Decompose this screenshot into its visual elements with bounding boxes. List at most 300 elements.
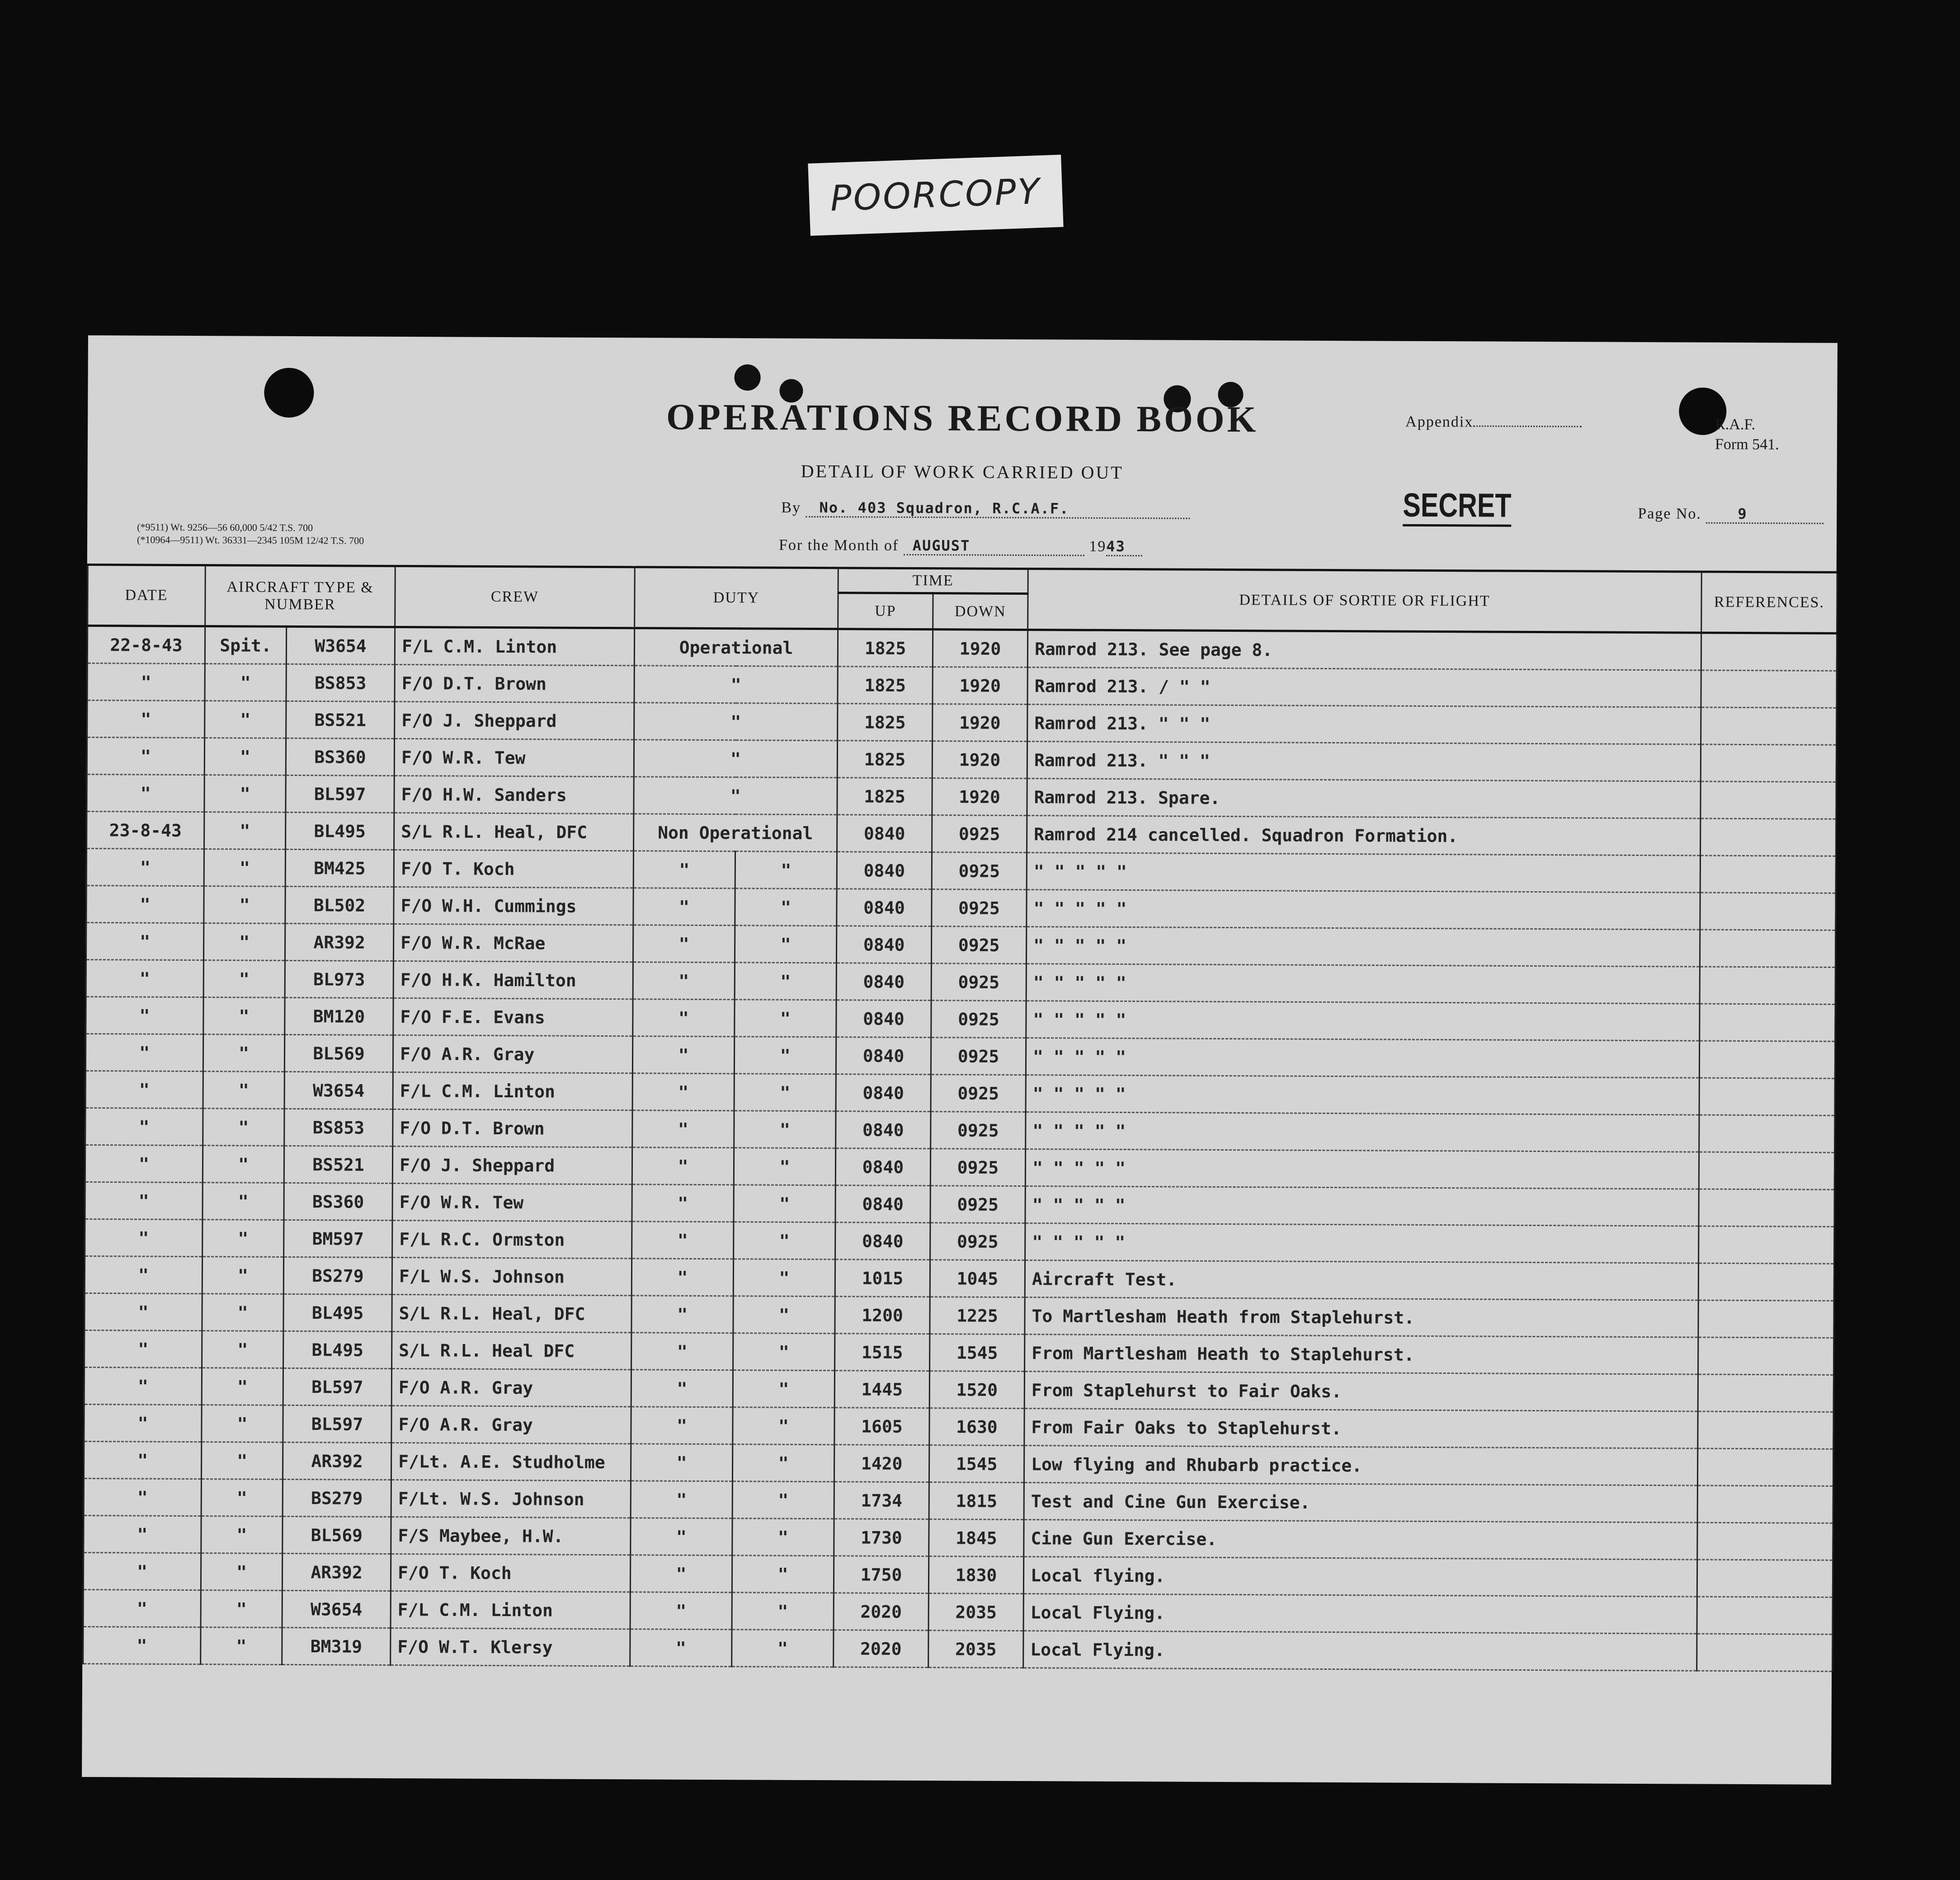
cell-details: " " " " " <box>1026 964 1700 1004</box>
page-title: OPERATIONS RECORD BOOK <box>666 396 1259 440</box>
cell-duty: " <box>632 1073 734 1111</box>
cell-details: Ramrod 213. " " " <box>1027 705 1701 745</box>
cell-crew: S/L R.L. Heal DFC <box>392 1331 631 1369</box>
cell-duty: " <box>633 962 735 1000</box>
cell-aircraft-type: " <box>203 997 285 1035</box>
cell-aircraft-number: BS360 <box>284 1183 392 1220</box>
cell-date: " <box>86 996 203 1034</box>
cell-crew: S/L R.L. Heal, DFC <box>392 1294 631 1332</box>
cell-references <box>1697 1634 1833 1671</box>
column-details: DETAILS OF SORTIE OR FLIGHT <box>1028 569 1702 633</box>
cell-details: Low flying and Rhubarb practice. <box>1024 1446 1697 1486</box>
cell-time-up: 1750 <box>834 1556 928 1593</box>
cell-duty: " <box>631 1296 733 1333</box>
cell-duty: " <box>631 1518 732 1556</box>
cell-time-down: 1520 <box>929 1371 1024 1409</box>
cell-time-up: 1825 <box>838 704 933 741</box>
cell-aircraft-number: W3654 <box>282 1590 391 1628</box>
print-code-line-2: (*10964—9511) Wt. 36331—2345 105M 12/42 T.S. 700 <box>137 534 364 546</box>
cell-time-up: 0840 <box>835 1222 930 1260</box>
cell-date: " <box>86 959 203 997</box>
cell-duty-ditto: " <box>733 1259 835 1297</box>
form-line-2: Form 541. <box>1715 436 1779 453</box>
cell-duty-ditto: " <box>732 1481 834 1519</box>
cell-time-up: 0840 <box>836 1037 931 1075</box>
cell-time-up: 1730 <box>834 1519 929 1556</box>
cell-aircraft-number: BS360 <box>286 738 394 776</box>
cell-crew: F/L R.C. Ormston <box>392 1220 632 1258</box>
page-value: 9 <box>1706 505 1823 524</box>
column-aircraft: AIRCRAFT TYPE & NUMBER <box>205 565 396 627</box>
cell-crew: F/O W.H. Cummings <box>394 887 633 925</box>
cell-aircraft-type: " <box>203 960 285 998</box>
cell-crew: F/O H.K. Hamilton <box>393 961 633 999</box>
cell-details: " " " " " <box>1026 1038 1699 1078</box>
cell-duty: " <box>631 1444 732 1481</box>
cell-date: " <box>85 1145 203 1182</box>
cell-details: Local Flying. <box>1023 1631 1697 1671</box>
cell-references <box>1698 1411 1833 1449</box>
cell-aircraft-number: BL973 <box>285 960 393 998</box>
cell-time-down: 1845 <box>929 1519 1024 1557</box>
month-value: AUGUST <box>904 537 1084 556</box>
poor-copy-text: POORCOPY <box>829 171 1042 220</box>
cell-aircraft-number: BM120 <box>285 997 393 1035</box>
cell-duty: " <box>631 1407 733 1444</box>
print-code <box>137 521 364 547</box>
page-label: Page No. <box>1638 505 1702 522</box>
cell-date: " <box>83 1552 201 1590</box>
cell-date: " <box>85 1330 202 1368</box>
cell-details: " " " " " <box>1026 1112 1699 1152</box>
cell-references <box>1698 1337 1834 1375</box>
cell-references <box>1699 1189 1834 1227</box>
cell-duty: " <box>633 999 735 1037</box>
cell-aircraft-number: BS279 <box>283 1257 392 1294</box>
cell-time-down: 1545 <box>929 1445 1024 1483</box>
cell-aircraft-type: " <box>202 1331 283 1368</box>
cell-time-down: 0925 <box>930 1223 1025 1260</box>
cell-duty-ditto: " <box>735 963 836 1000</box>
cell-date: " <box>86 885 204 923</box>
cell-aircraft-type: " <box>201 1516 283 1554</box>
cell-time-down: 1920 <box>933 704 1027 742</box>
cell-time-up: 1015 <box>835 1260 930 1297</box>
ink-spot <box>734 364 760 390</box>
by-label: By <box>781 499 801 516</box>
cell-references <box>1701 670 1837 708</box>
cell-duty-ditto: " <box>733 1296 835 1334</box>
cell-time-down: 0925 <box>932 889 1027 927</box>
cell-crew: F/O T. Koch <box>391 1554 630 1592</box>
cell-crew: F/O W.R. Tew <box>394 738 634 776</box>
cell-time-up: 1825 <box>838 629 933 667</box>
cell-date: " <box>84 1367 202 1405</box>
cell-aircraft-type: " <box>202 1368 283 1405</box>
cell-aircraft-number: BL597 <box>283 1368 391 1405</box>
cell-aircraft-number: BS521 <box>284 1146 392 1183</box>
column-references: REFERENCES. <box>1701 572 1838 633</box>
cell-duty: " <box>634 666 838 704</box>
by-value: No. 403 Squadron, R.C.A.F. <box>806 499 1190 519</box>
cell-aircraft-type: Spit. <box>205 626 286 664</box>
cell-time-down: 1225 <box>930 1297 1025 1335</box>
cell-crew: F/O D.T. Brown <box>395 664 634 702</box>
cell-time-up: 1445 <box>834 1371 929 1408</box>
cell-aircraft-number: W3654 <box>284 1072 393 1109</box>
cell-date: " <box>85 1108 203 1145</box>
cell-details: Ramrod 213. Spare. <box>1027 779 1701 819</box>
cell-aircraft-number: BM319 <box>282 1627 391 1665</box>
cell-aircraft-number: BS853 <box>284 1109 393 1146</box>
cell-duty: " <box>632 1036 734 1074</box>
cell-date: " <box>85 1256 202 1293</box>
cell-duty-ditto: " <box>732 1556 834 1593</box>
cell-references <box>1697 1485 1833 1523</box>
cell-references <box>1700 930 1835 967</box>
cell-date: " <box>85 1182 203 1219</box>
cell-time-down: 0925 <box>931 1112 1026 1149</box>
cell-aircraft-number: BM597 <box>284 1220 392 1257</box>
page-subtitle: DETAIL OF WORK CARRIED OUT <box>801 461 1124 483</box>
cell-crew: F/O W.T. Klersy <box>391 1628 630 1666</box>
cell-date: 23-8-43 <box>87 811 204 849</box>
column-date: DATE <box>88 565 206 626</box>
secret-stamp: SECRET <box>1403 486 1512 527</box>
cell-duty: " <box>631 1259 733 1296</box>
column-crew: CREW <box>395 566 635 628</box>
cell-aircraft-number: BS853 <box>286 664 395 701</box>
cell-aircraft-type: " <box>204 775 286 813</box>
cell-time-down: 1815 <box>929 1482 1024 1520</box>
appendix-field <box>1405 414 1582 432</box>
cell-duty: Non Operational <box>634 814 837 852</box>
cell-duty: " <box>630 1629 732 1667</box>
page-number-field <box>1638 505 1823 524</box>
cell-date: " <box>87 700 205 738</box>
column-time: TIME <box>838 568 1028 594</box>
cell-details: " " " " " <box>1027 853 1700 893</box>
cell-duty-ditto: " <box>734 1111 836 1148</box>
cell-time-up: 0840 <box>836 1074 931 1112</box>
cell-aircraft-type: " <box>202 1294 283 1331</box>
cell-date: " <box>84 1441 201 1479</box>
cell-crew: F/O W.R. McRae <box>393 924 633 962</box>
cell-crew: F/O J. Sheppard <box>395 701 634 739</box>
cell-duty: " <box>633 925 735 963</box>
cell-time-down: 0925 <box>932 852 1027 890</box>
cell-time-down: 0925 <box>930 1186 1025 1223</box>
cell-date: " <box>86 848 204 886</box>
cell-aircraft-number: BL569 <box>284 1034 393 1072</box>
cell-details: Local flying. <box>1023 1557 1697 1597</box>
cell-details: From Staplehurst to Fair Oaks. <box>1024 1372 1698 1412</box>
cell-time-up: 0840 <box>836 963 931 1001</box>
cell-crew: F/O T. Koch <box>394 850 633 888</box>
cell-aircraft-number: W3654 <box>286 626 395 664</box>
cell-details: " " " " " <box>1025 1223 1699 1264</box>
cell-duty-ditto: " <box>734 1037 836 1074</box>
cell-references <box>1699 1041 1835 1078</box>
cell-aircraft-type: " <box>201 1553 282 1591</box>
cell-time-down: 1920 <box>933 630 1027 667</box>
cell-time-up: 1605 <box>834 1408 929 1445</box>
cell-aircraft-number: BL495 <box>283 1331 392 1368</box>
cell-time-down: 2035 <box>928 1593 1023 1631</box>
cell-details: " " " " " <box>1026 927 1700 967</box>
cell-references <box>1701 633 1837 671</box>
cell-date: " <box>84 1404 202 1442</box>
record-page <box>82 335 1838 1785</box>
cell-aircraft-number: AR392 <box>283 1442 391 1480</box>
cell-aircraft-type: " <box>204 886 285 924</box>
cell-details: Ramrod 214 cancelled. Squadron Formation. <box>1027 816 1701 856</box>
cell-duty: " <box>633 888 735 926</box>
cell-crew: F/O A.R. Gray <box>391 1405 631 1443</box>
cell-crew: F/Lt. W.S. Johnson <box>391 1480 631 1518</box>
operations-table <box>82 564 1838 1672</box>
cell-time-up: 0840 <box>837 852 932 889</box>
cell-duty-ditto: " <box>733 1333 835 1371</box>
appendix-label: Appendix <box>1405 413 1474 431</box>
cell-references <box>1699 1078 1835 1115</box>
cell-date: " <box>84 1478 201 1516</box>
cell-duty: " <box>634 703 838 741</box>
cell-date: " <box>85 1034 203 1071</box>
cell-duty: " <box>632 1222 734 1259</box>
cell-references <box>1697 1560 1833 1597</box>
cell-aircraft-number: BL502 <box>285 886 394 924</box>
cell-aircraft-number: AR392 <box>282 1553 391 1591</box>
cell-references <box>1698 1263 1834 1301</box>
cell-details: From Fair Oaks to Staplehurst. <box>1024 1409 1698 1449</box>
cell-time-up: 0840 <box>835 1148 930 1186</box>
cell-duty-ditto: " <box>735 888 837 926</box>
cell-aircraft-type: " <box>202 1257 283 1294</box>
cell-aircraft-type: " <box>203 1183 284 1220</box>
cell-time-down: 0925 <box>931 1001 1026 1038</box>
cell-crew: F/L C.M. Linton <box>391 1591 630 1629</box>
cell-duty-ditto: " <box>732 1518 834 1556</box>
cell-crew: F/O A.R. Gray <box>393 1035 632 1073</box>
cell-aircraft-number: BL597 <box>286 775 394 813</box>
cell-aircraft-number: BL495 <box>283 1294 392 1331</box>
cell-aircraft-type: " <box>204 738 286 776</box>
cell-aircraft-number: BS521 <box>286 701 395 738</box>
cell-details: From Martlesham Heath to Staplehurst. <box>1025 1335 1698 1375</box>
month-field <box>779 536 1142 557</box>
cell-details: Cine Gun Exercise. <box>1024 1520 1697 1560</box>
form-line-1: R.A.F. <box>1715 416 1756 433</box>
cell-date: " <box>85 1071 203 1108</box>
cell-aircraft-type: " <box>203 1220 284 1257</box>
cell-references <box>1701 781 1836 819</box>
cell-time-down: 0925 <box>932 815 1027 853</box>
cell-duty: " <box>630 1592 732 1630</box>
cell-details: " " " " " <box>1026 1075 1699 1115</box>
cell-duty: " <box>631 1481 732 1518</box>
cell-time-up: 0840 <box>836 926 931 964</box>
cell-time-up: 0840 <box>836 1000 931 1038</box>
cell-duty-ditto: " <box>733 1370 834 1408</box>
cell-details: To Martlesham Heath from Staplehurst. <box>1025 1297 1698 1338</box>
column-up: UP <box>838 593 933 630</box>
cell-time-down: 1630 <box>929 1408 1024 1446</box>
cell-references <box>1698 1300 1834 1338</box>
cell-time-up: 2020 <box>834 1630 928 1668</box>
cell-duty-ditto: " <box>733 1407 834 1445</box>
cell-duty-ditto: " <box>734 1222 835 1260</box>
cell-aircraft-number: BS279 <box>283 1479 391 1517</box>
cell-time-down: 0925 <box>930 1149 1025 1186</box>
form-number <box>1715 415 1779 455</box>
cell-references <box>1698 1374 1833 1412</box>
cell-date: " <box>87 737 204 775</box>
cell-time-up: 1825 <box>837 778 932 815</box>
cell-time-up: 1420 <box>834 1445 929 1482</box>
print-code-line-1: (*9511) Wt. 9256—56 60,000 5/42 T.S. 700 <box>137 521 313 534</box>
cell-crew: F/O H.W. Sanders <box>394 776 634 813</box>
cell-duty: " <box>630 1555 732 1593</box>
cell-date: " <box>86 922 203 960</box>
cell-references <box>1700 1004 1835 1041</box>
cell-date: " <box>85 1293 202 1330</box>
cell-details: Aircraft Test. <box>1025 1260 1698 1301</box>
cell-aircraft-type: " <box>201 1627 282 1665</box>
cell-date: " <box>83 1626 201 1664</box>
cell-aircraft-number: BL597 <box>283 1405 391 1443</box>
column-duty: DUTY <box>635 567 839 629</box>
cell-duty-ditto: " <box>735 851 837 889</box>
cell-aircraft-number: BM425 <box>285 849 394 887</box>
cell-time-down: 1545 <box>930 1334 1025 1372</box>
cell-time-up: 1200 <box>835 1297 930 1334</box>
cell-details: Ramrod 213. See page 8. <box>1027 630 1701 671</box>
cell-time-down: 0925 <box>931 1075 1026 1112</box>
cell-time-down: 1920 <box>932 741 1027 779</box>
cell-crew: F/O J. Sheppard <box>392 1146 632 1184</box>
column-down: DOWN <box>933 593 1028 630</box>
cell-duty-ditto: " <box>734 1074 836 1111</box>
cell-aircraft-type: " <box>201 1590 282 1628</box>
cell-aircraft-type: " <box>204 812 286 850</box>
cell-aircraft-type: " <box>201 1442 283 1480</box>
year-prefix: 19 <box>1089 538 1107 555</box>
cell-details: " " " " " <box>1025 1149 1699 1189</box>
cell-aircraft-type: " <box>203 1072 284 1109</box>
cell-time-up: 2020 <box>834 1593 928 1631</box>
cell-details: " " " " " <box>1026 1001 1700 1041</box>
cell-references <box>1697 1523 1833 1560</box>
cell-time-down: 1920 <box>932 778 1027 816</box>
cell-time-up: 1515 <box>835 1334 930 1371</box>
cell-references <box>1701 744 1836 782</box>
cell-duty: " <box>633 851 735 888</box>
cell-references <box>1697 1597 1833 1634</box>
cell-time-up: 1825 <box>837 741 932 778</box>
cell-aircraft-number: AR392 <box>285 923 393 961</box>
cell-time-down: 0925 <box>931 1038 1026 1075</box>
cell-crew: F/O D.T. Brown <box>393 1109 632 1147</box>
cell-references <box>1701 707 1837 745</box>
cell-details: " " " " " <box>1027 890 1700 930</box>
table-row <box>83 1626 1833 1671</box>
cell-aircraft-type: " <box>203 923 285 961</box>
cell-aircraft-type: " <box>205 664 286 701</box>
cell-duty: " <box>631 1333 733 1370</box>
cell-crew: F/Lt. A.E. Studholme <box>391 1443 631 1480</box>
cell-time-up: 1825 <box>838 667 933 704</box>
by-field <box>781 499 1190 519</box>
cell-references <box>1700 855 1836 893</box>
cell-date: " <box>83 1589 201 1627</box>
cell-duty: " <box>634 777 837 815</box>
cell-time-down: 1920 <box>933 667 1027 705</box>
cell-time-up: 0840 <box>836 1111 931 1149</box>
year-value: 43 <box>1106 538 1142 556</box>
cell-references <box>1699 1152 1834 1189</box>
cell-date: " <box>85 1219 203 1256</box>
cell-time-up: 1734 <box>834 1482 929 1519</box>
cell-aircraft-type: " <box>205 701 286 738</box>
cell-date: " <box>87 774 204 812</box>
cell-details: Local Flying. <box>1023 1594 1697 1634</box>
cell-references <box>1700 893 1836 930</box>
cell-time-down: 1045 <box>930 1260 1025 1297</box>
cell-crew: F/O F.E. Evans <box>393 998 633 1036</box>
cell-duty-ditto: " <box>734 1148 835 1185</box>
cell-details: Test and Cine Gun Exercise. <box>1024 1483 1697 1523</box>
cell-date: " <box>87 663 205 700</box>
cell-aircraft-type: " <box>201 1479 283 1517</box>
poor-copy-label <box>808 155 1063 235</box>
cell-duty-ditto: " <box>735 926 836 963</box>
cell-aircraft-type: " <box>203 1034 284 1072</box>
cell-crew: F/O A.R. Gray <box>391 1368 631 1406</box>
cell-time-down: 2035 <box>928 1631 1023 1668</box>
cell-time-down: 1830 <box>928 1556 1023 1594</box>
cell-duty-ditto: " <box>732 1593 834 1630</box>
cell-references <box>1699 1226 1834 1264</box>
cell-crew: F/S Maybee, H.W. <box>391 1517 631 1555</box>
cell-duty-ditto: " <box>734 1185 835 1222</box>
cell-crew: F/O W.R. Tew <box>392 1183 632 1221</box>
cell-references <box>1697 1448 1833 1486</box>
cell-crew: F/L C.M. Linton <box>393 1072 632 1110</box>
cell-details: Ramrod 213. / " " <box>1027 667 1701 708</box>
cell-duty-ditto: " <box>732 1444 834 1482</box>
cell-time-up: 0840 <box>837 889 932 926</box>
cell-date: " <box>84 1515 201 1553</box>
cell-details: " " " " " <box>1025 1186 1699 1227</box>
month-label: For the Month of <box>778 536 899 554</box>
cell-time-up: 0840 <box>835 1185 930 1223</box>
cell-crew: F/L W.S. Johnson <box>392 1257 631 1295</box>
cell-duty: " <box>631 1370 733 1407</box>
cell-time-down: 0925 <box>931 964 1026 1001</box>
cell-aircraft-number: BL495 <box>286 812 394 850</box>
cell-duty: " <box>632 1184 734 1222</box>
cell-duty: " <box>632 1147 734 1185</box>
cell-duty: Operational <box>634 628 838 667</box>
cell-duty-ditto: " <box>732 1630 834 1667</box>
cell-aircraft-number: BL569 <box>283 1516 391 1554</box>
cell-date: 22-8-43 <box>87 626 205 664</box>
cell-crew: S/L R.L. Heal, DFC <box>394 813 634 851</box>
cell-aircraft-type: " <box>203 1146 284 1183</box>
cell-aircraft-type: " <box>204 849 285 887</box>
cell-references <box>1700 967 1835 1004</box>
